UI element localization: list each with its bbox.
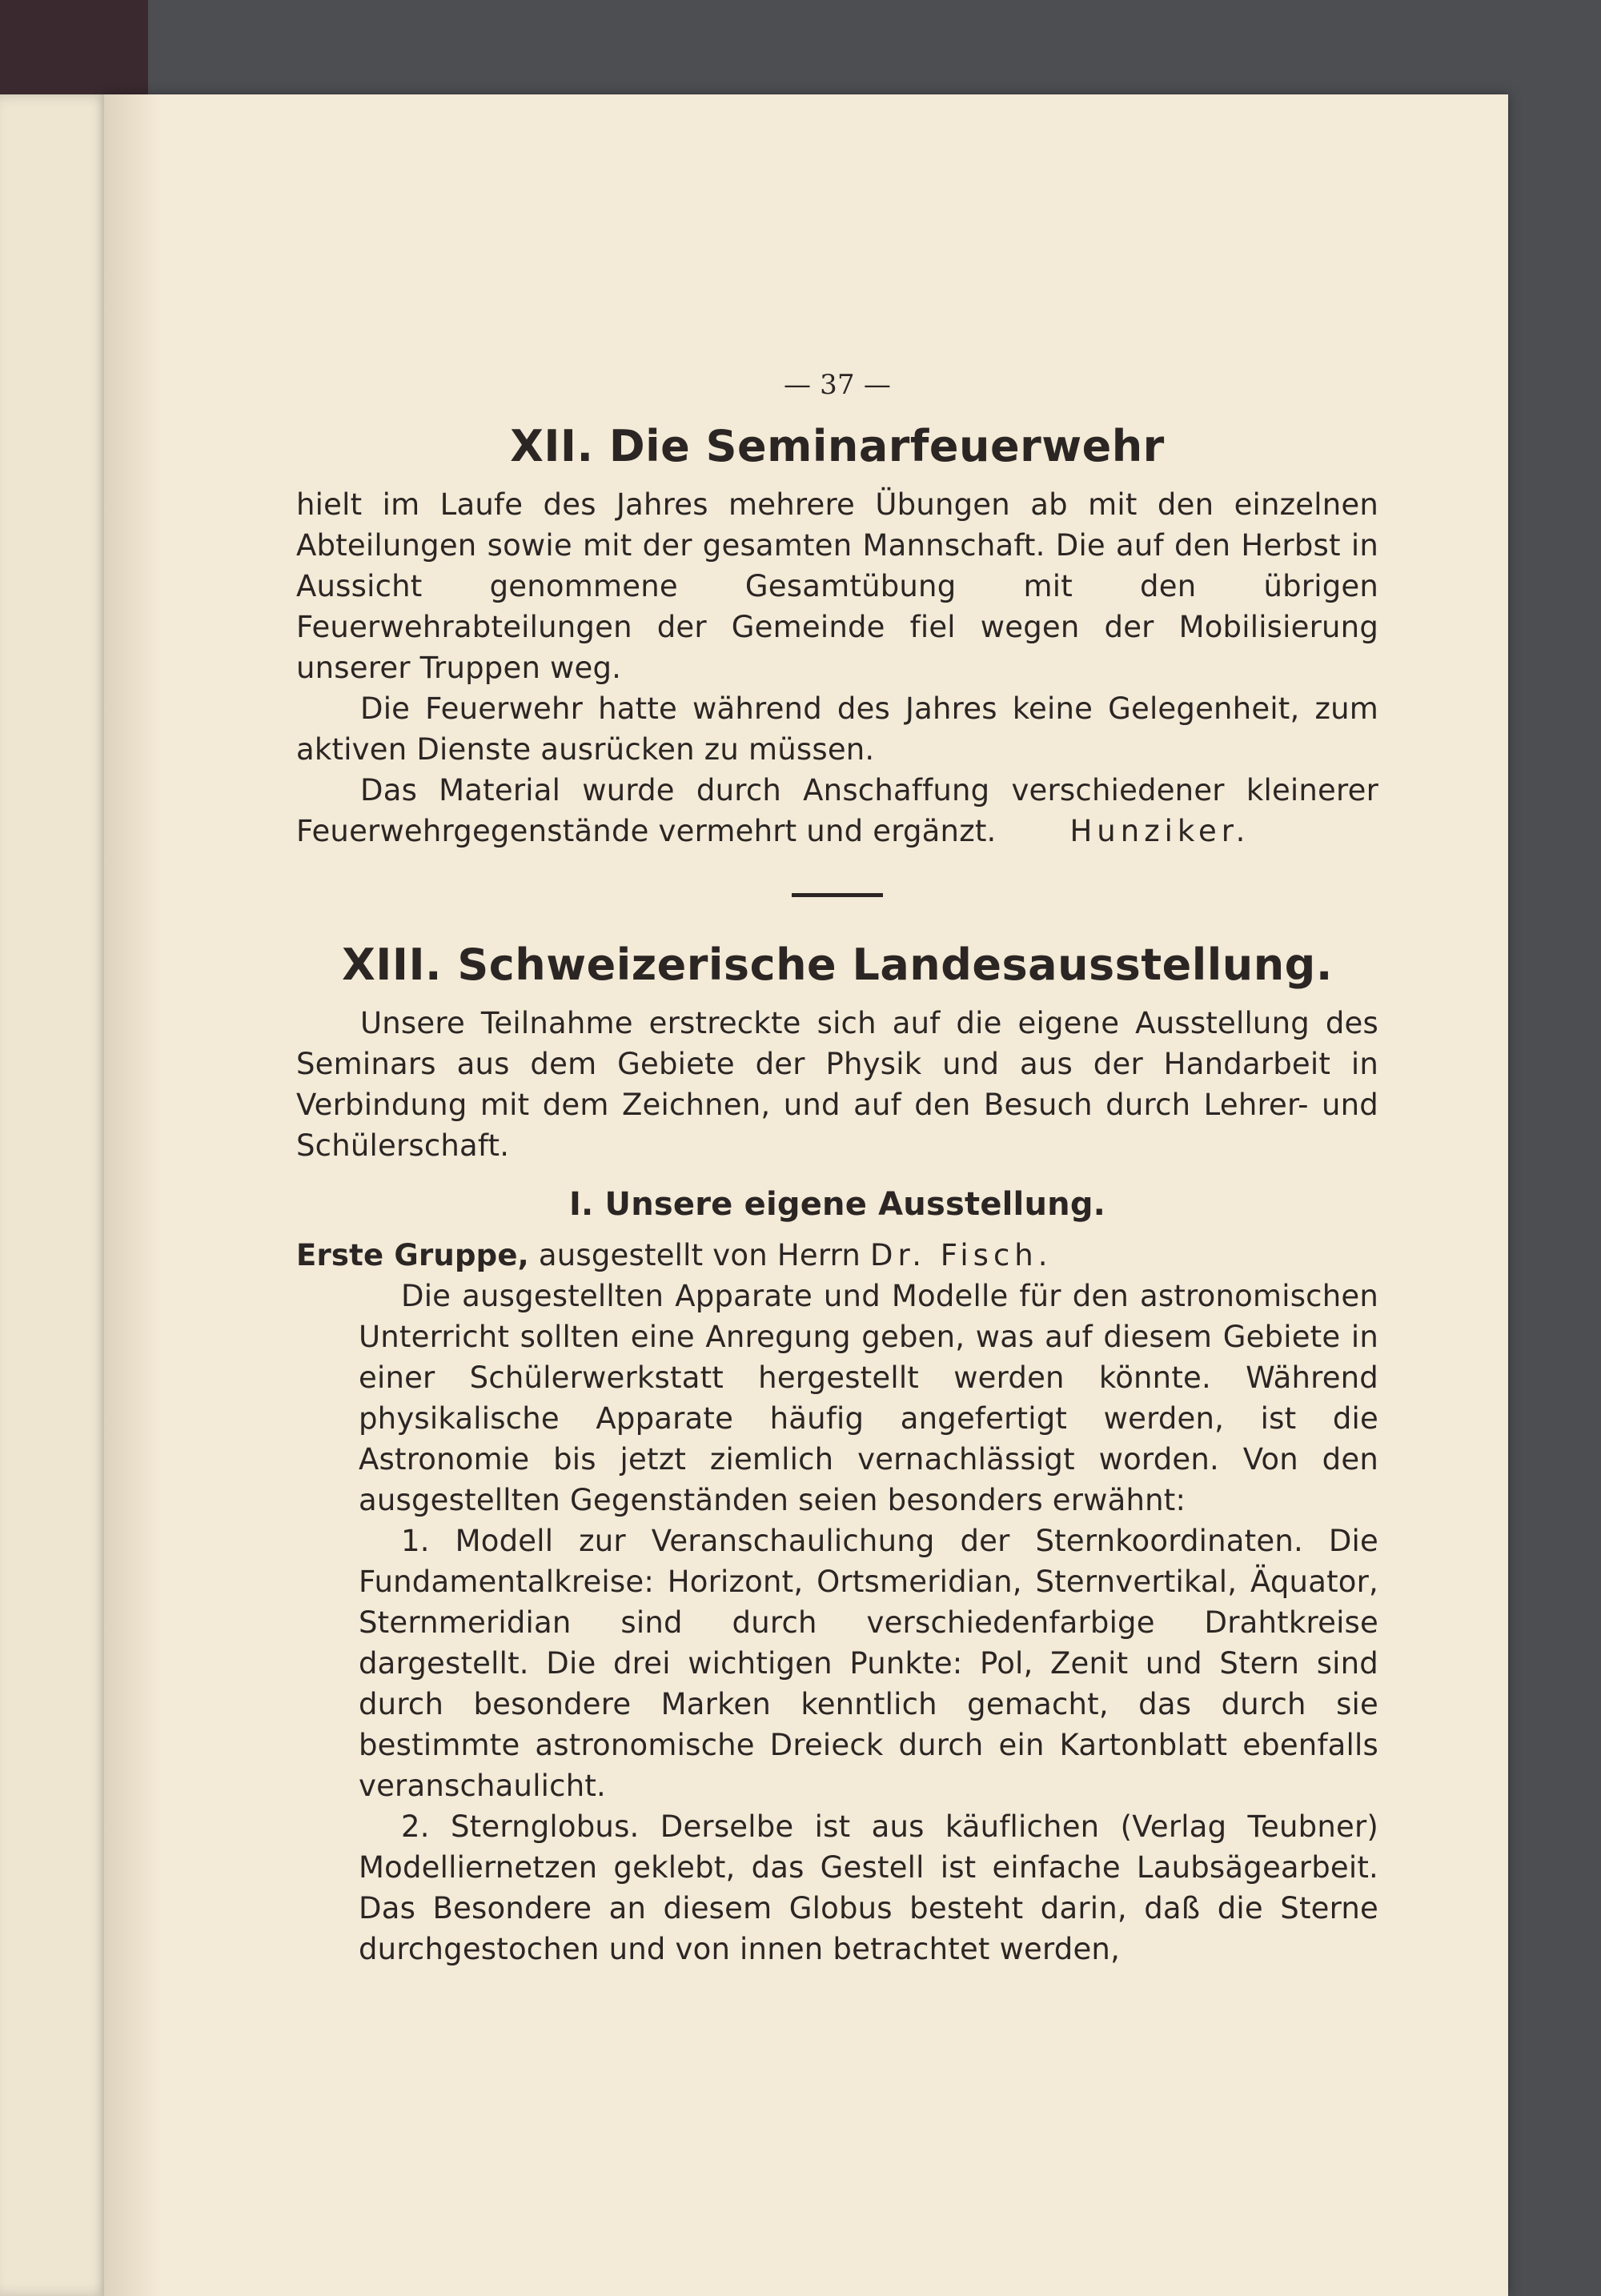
subsection-heading: I. Unsere eigene Ausstellung. [568, 1186, 1106, 1223]
group-heading [296, 1235, 1378, 1276]
group-person: Dr. Fisch. [869, 1238, 1053, 1272]
section-heading-xii: XII. Die Seminarfeuerwehr [510, 421, 1165, 471]
paragraph [296, 770, 1378, 851]
list-item: 1. Modell zur Veranschaulichung der Sternkoordinaten. Die Fundamentalkreise: Horizont, Ortsmeridian, Sternvertikal, Äquator, Sternmeridian sind durch verschiedenfarbige Drahtkreise dargestellt. Die drei wichtigen Punkte: Pol, Zenit und Stern sind durch besondere Marken kenntlich gemacht, das durch sie bestimmte astronomische Dreieck durch ein Kartonblatt ebenfalls veranschaulicht. [359, 1524, 1378, 1803]
paragraph: Die ausgestellten Apparate und Modelle für den astronomischen Unterricht sollten eine Anregung geben, was auf diesem Gebiete in einer Schülerwerkstatt hergestellt werden könnte. Während physikalische Apparate häufig angefertigt werden, ist die Astronomie bis jetzt ziemlich vernachlässigt worden. Von den ausgestellten Gegenständen seien besonders erwähnt: [359, 1279, 1378, 1517]
group-body [296, 1276, 1378, 1969]
paragraph: hielt im Laufe des Jahres mehrere Übungen ab mit den einzelnen Abteilungen sowie mit der gesamten Mannschaft. Die auf den Herbst in Aussicht genommene Gesamtübung mit den übrigen Feuerwehrabteilungen der Gemeinde fiel wegen der Mobilisierung unserer Truppen weg. [296, 487, 1378, 685]
group-text: ausgestellt von Herrn [538, 1238, 861, 1272]
group-label: Erste Gruppe, [296, 1238, 529, 1272]
page-text [296, 270, 1378, 1969]
list-item: 2. Sternglobus. Derselbe ist aus käuflichen (Verlag Teubner) Modelliernetzen geklebt, das Gestell ist einfache Laubsägearbeit. Das Besondere an diesem Globus besteht darin, daß die Sterne durchgestochen und von innen betrachtet werden, [359, 1809, 1378, 1966]
paragraph-text: Das Material wurde durch Anschaffung verschiedener kleinerer Feuerwehrgegenstände vermehrt und ergänzt. [296, 773, 1378, 848]
author-signature: Hunziker. [1069, 814, 1250, 848]
book-page [104, 94, 1508, 2296]
page-number: — 37 — [783, 369, 892, 401]
section-heading-xiii: XIII. Schweizerische Landesausstellung. [342, 940, 1333, 990]
book-binding [0, 0, 148, 94]
paragraph: Unsere Teilnahme erstreckte sich auf die eigene Ausstellung des Seminars aus dem Gebiete der Physik und aus der Handarbeit in Verbindung mit dem Zeichnen, und auf den Besuch durch Lehrer- und Schülerschaft. [296, 1006, 1378, 1163]
paragraph: Die Feuerwehr hatte während des Jahres keine Gelegenheit, zum aktiven Dienste ausrücken zu müssen. [296, 691, 1378, 767]
section-divider [792, 893, 883, 897]
